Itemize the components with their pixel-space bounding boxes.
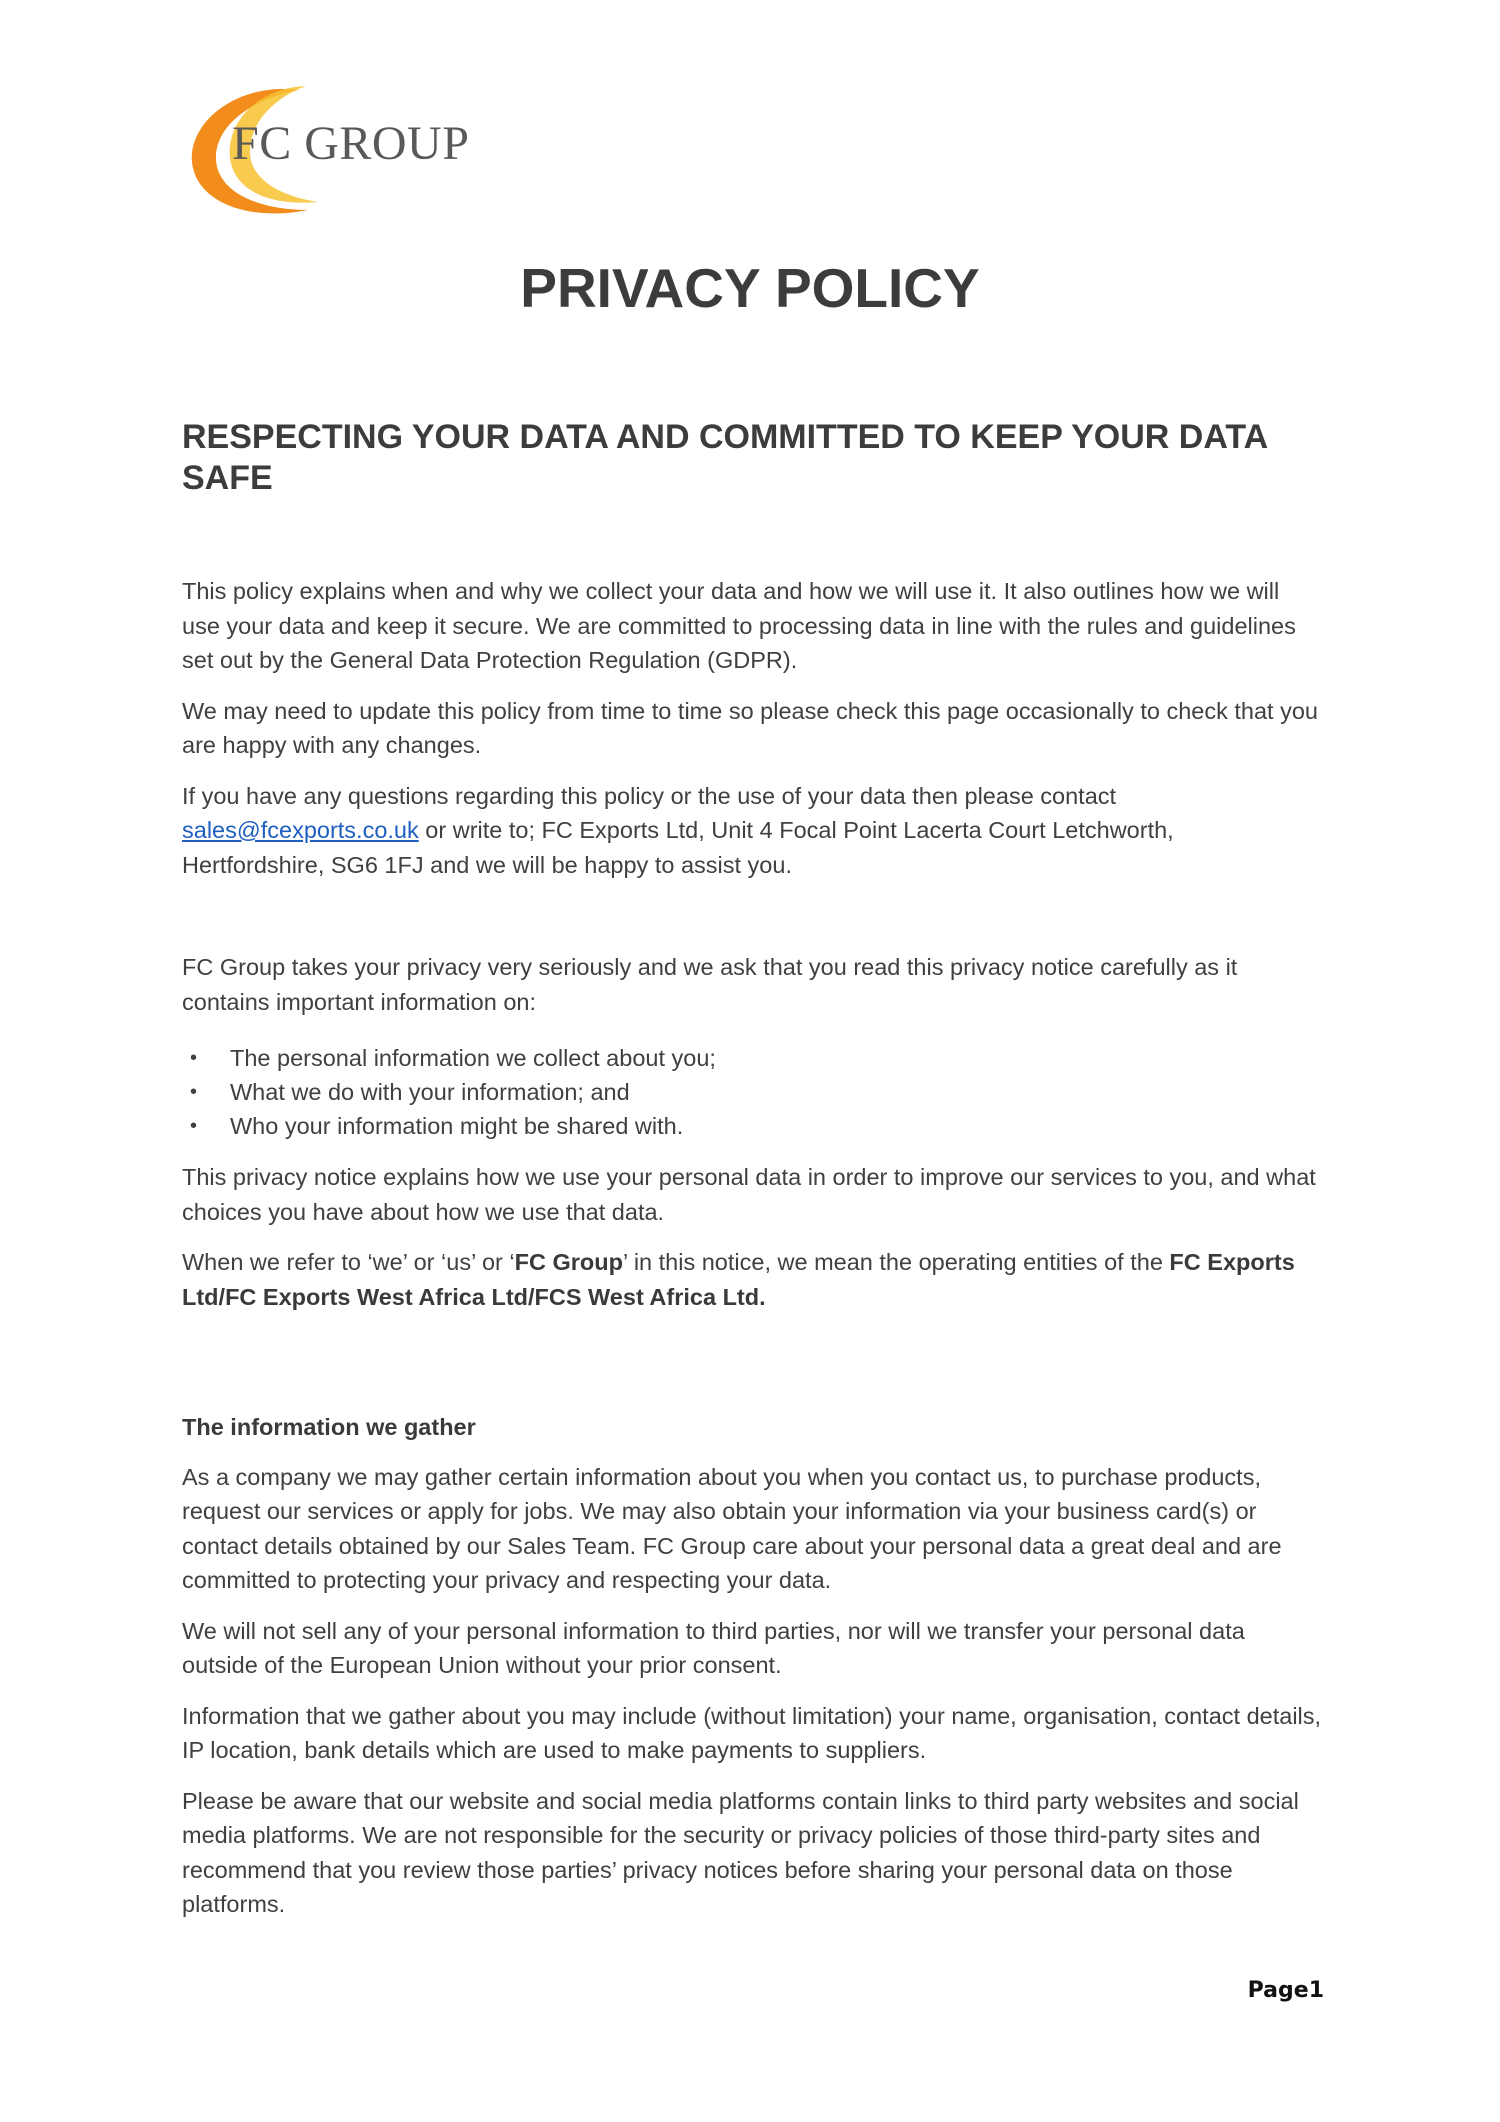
notice-section bbox=[182, 950, 1322, 1330]
gather-section bbox=[182, 1410, 1322, 1938]
logo-text: FC GROUP bbox=[232, 117, 470, 170]
gather-paragraph-2: We will not sell any of your personal information to third parties, nor will we transfer your personal data outside of the European Union without your prior consent. bbox=[182, 1617, 1245, 1678]
page-title: PRIVACY POLICY bbox=[520, 257, 980, 319]
notice-paragraph-2: This privacy notice explains how we use your personal data in order to improve our services to you, and what choices you have about how we use that data. bbox=[182, 1164, 1316, 1225]
page-number: Page1 bbox=[1247, 1978, 1324, 2003]
contact-text-after: or write to; FC Exports Ltd, Unit 4 Focal Point Lacerta Court Letchworth, Hertfordshire, SG6 1FJ and we will be happy to assist you. bbox=[182, 817, 1174, 878]
list-item: • Who your information might be shared with. bbox=[182, 1109, 1322, 1143]
notice-p3-a: When we refer to ‘we’ or ‘us’ or ‘ bbox=[182, 1249, 515, 1275]
gather-paragraph-3: Information that we gather about you may include (without limitation) your name, organisation, contact details, IP location, bank details which are used to make payments to suppliers. bbox=[182, 1702, 1322, 1763]
notice-paragraph-1: FC Group takes your privacy very seriously and we ask that you read this privacy notice carefully as it contains important information on: bbox=[182, 954, 1238, 1015]
page-subtitle: RESPECTING YOUR DATA AND COMMITTED TO KEEP YOUR DATA SAFE bbox=[182, 418, 1267, 497]
list-item: • The personal information we collect about you; bbox=[182, 1041, 1322, 1075]
notice-p3-c: ’ in this notice, we mean the operating entities of the bbox=[622, 1249, 1170, 1275]
gather-heading: The information we gather bbox=[182, 1414, 476, 1440]
intro-paragraph-1: This policy explains when and why we collect your data and how we will use it. It also outlines how we will use your data and keep it secure. We are committed to processing data in line with the rules and guidelines set out by the General Data Protection Regulation (GDPR). bbox=[182, 578, 1296, 673]
list-item: • What we do with your information; and bbox=[182, 1075, 1322, 1109]
notice-bullet-list bbox=[182, 1041, 1322, 1143]
intro-section bbox=[182, 574, 1322, 898]
gather-paragraph-4: Please be aware that our website and social media platforms contain links to third party websites and social media platforms. We are not responsible for the security or privacy policies of those third-party sites and recommend that you review those parties’ privacy notices before sharing your personal data on those platforms. bbox=[182, 1787, 1299, 1917]
notice-paragraph-3 bbox=[182, 1245, 1322, 1314]
intro-paragraph-2: We may need to update this policy from time to time so please check this page occasionally to check that you are happy with any changes. bbox=[182, 697, 1318, 758]
contact-text-before: If you have any questions regarding this policy or the use of your data then please contact bbox=[182, 782, 1117, 809]
intro-paragraph-3 bbox=[182, 779, 1322, 883]
notice-p3-entities: FC Exports Ltd/FC Exports West Africa Ltd/FCS West Africa Ltd. bbox=[182, 1249, 1295, 1310]
notice-p3-fc-group: FC Group bbox=[514, 1249, 623, 1275]
gather-paragraph-1: As a company we may gather certain information about you when you contact us, to purchase products, request our services or apply for jobs. We may also obtain your information via your business card(s) or contact details obtained by our Sales Team. FC Group care about your personal data a great deal and are committed to protecting your privacy and respecting your data. bbox=[182, 1463, 1282, 1593]
contact-email-link[interactable]: sales@fcexports.co.uk bbox=[182, 817, 419, 843]
